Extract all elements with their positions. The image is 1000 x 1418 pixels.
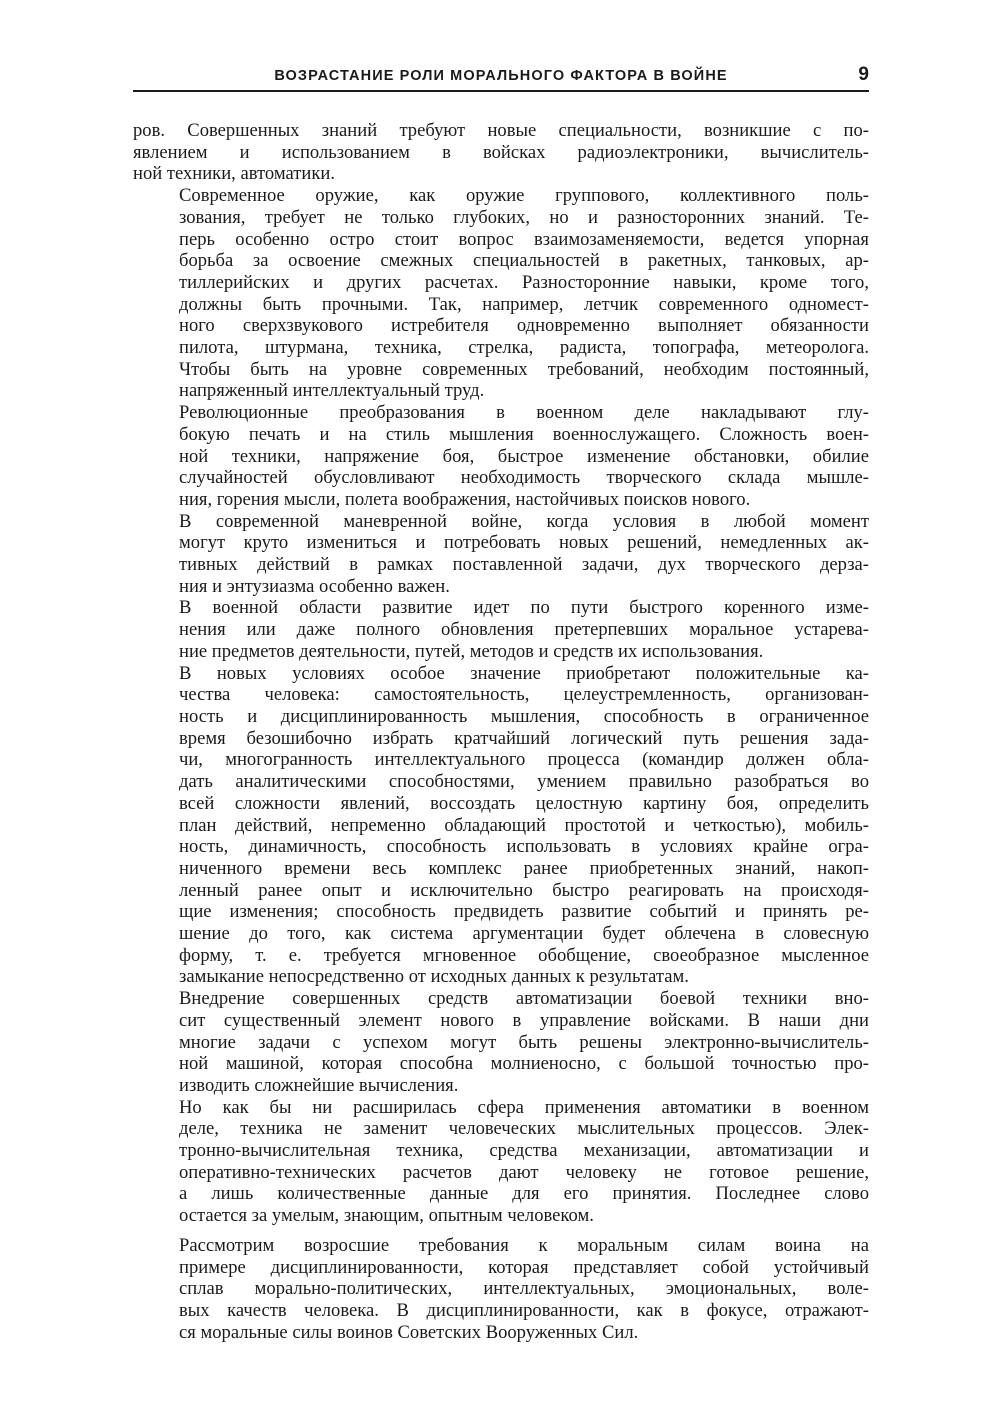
- text-line: сит существенный элемент нового в управление войсками. В наши дни: [179, 1009, 869, 1031]
- text-line: чи, многогранность интеллектуального процесса (командир должен обла-: [179, 749, 869, 771]
- text-line: Но как бы ни расширилась сфера применения автоматики в военном: [179, 1096, 869, 1118]
- text-line: зования, требует не только глубоких, но и разносторонних знаний. Те-: [179, 206, 869, 228]
- text-line: перь особенно остро стоит вопрос взаимозаменяемости, ведется упорная: [179, 228, 869, 250]
- paragraph-7: [133, 988, 869, 1097]
- text-line: а лишь количественные данные для его принятия. Последнее слово: [179, 1183, 869, 1205]
- text-line: ленный ранее опыт и исключительно быстро реагировать на происходя-: [179, 879, 869, 901]
- text-line: тиллерийских и других расчетах. Разносторонние навыки, кроме того,: [179, 271, 869, 293]
- text-line: многие задачи с успехом могут быть решены электронно-вычислитель-: [179, 1031, 869, 1053]
- paragraph-2: [133, 185, 869, 402]
- text-line: ной техники, напряжение боя, быстрое изменение обстановки, обилие: [179, 445, 869, 467]
- running-title: ВОЗРАСТАНИЕ РОЛИ МОРАЛЬНОГО ФАКТОРА В ВОЙНЕ: [274, 68, 728, 84]
- text-line: Рассмотрим возросшие требования к моральным силам воина на: [179, 1234, 869, 1256]
- text-line: план действий, непременно обладающий простотой и четкостью), мобиль-: [179, 814, 869, 836]
- text-line: оперативно-технических расчетов дают человеку не готовое решение,: [179, 1161, 869, 1183]
- text-line: ность, динамичность, способность использовать в условиях крайне огра-: [179, 836, 869, 858]
- text-line: шение до того, как система аргументации будет облечена в словесную: [179, 923, 869, 945]
- text-line: сплав морально-политических, интеллектуальных, эмоциональных, воле-: [179, 1278, 869, 1300]
- text-line: пилота, штурмана, техника, стрелка, радиста, топографа, метеоролога.: [179, 337, 869, 359]
- text-line: могут круто измениться и потребовать новых решений, немедленных ак-: [179, 532, 869, 554]
- paragraph-3: [133, 402, 869, 511]
- text-line: напряженный интеллектуальный труд.: [179, 380, 485, 402]
- text-line: случайностей обусловливают необходимость творческого склада мышле-: [179, 467, 869, 489]
- paragraph-4: [133, 511, 869, 598]
- text-line: время безошибочно избрать кратчайший логический путь решения зада-: [179, 727, 869, 749]
- text-line: щие изменения; способность предвидеть развитие событий и принять ре-: [179, 901, 869, 923]
- text-line: ров. Совершенных знаний требуют новые специальности, возникшие с по-: [133, 120, 869, 141]
- text-line: Чтобы быть на уровне современных требований, необходим постоянный,: [179, 358, 869, 380]
- paragraph-6: [133, 663, 869, 989]
- text-line: дать аналитическими способностями, умением правильно разобраться во: [179, 771, 869, 793]
- running-header: [133, 62, 869, 92]
- text-line: тивных действий в рамках поставленной задачи, дух творческого дерза-: [179, 554, 869, 576]
- text-line: остается за умелым, знающим, опытным человеком.: [179, 1205, 594, 1227]
- text-line: ной машиной, которая способна молниеносно, с большой точностью про-: [179, 1053, 869, 1075]
- text-line: форму, т. е. требуется мгновенное обобщение, своеобразное мысленное: [179, 944, 869, 966]
- text-line: бокую печать и на стиль мышления военнослужащего. Сложность воен-: [179, 423, 869, 445]
- text-line: ся моральные силы воинов Советских Вооруженных Сил.: [179, 1321, 639, 1343]
- text-line: ной техники, автоматики.: [133, 163, 335, 185]
- paragraph-9: [133, 1235, 869, 1344]
- text-line: В военной области развитие идет по пути быстрого коренного изме-: [179, 597, 869, 619]
- text-line: должны быть прочными. Так, например, летчик современного одномест-: [179, 293, 869, 315]
- book-page: [133, 62, 869, 1343]
- text-line: изводить сложнейшие вычисления.: [179, 1074, 459, 1096]
- text-line: ния и энтузиазма особенно важен.: [179, 575, 450, 597]
- text-line: чества человека: самостоятельность, целеустремленность, организован-: [179, 684, 869, 706]
- text-line: нения или даже полного обновления претерпевших моральное устарева-: [179, 619, 869, 641]
- text-line: тронно-вычислительная техника, средства механизации, автоматизации и: [179, 1140, 869, 1162]
- text-line: ность и дисциплинированность мышления, способность в ограниченное: [179, 705, 869, 727]
- text-line: деле, техника не заменит человеческих мыслительных процессов. Элек-: [179, 1118, 869, 1140]
- text-line: ниченного времени весь комплекс ранее приобретенных знаний, накоп-: [179, 857, 869, 879]
- text-line: Революционные преобразования в военном деле накладывают глу-: [179, 402, 869, 424]
- text-line: примере дисциплинированности, которая представляет собой устойчивый: [179, 1256, 869, 1278]
- paragraph-1: [133, 120, 869, 185]
- text-line: В новых условиях особое значение приобретают положительные ка-: [179, 662, 869, 684]
- text-line: замыкание непосредственно от исходных данных к результатам.: [179, 966, 689, 988]
- page-number: 9: [858, 64, 869, 85]
- text-line: Современное оружие, как оружие группового, коллективного поль-: [179, 185, 869, 207]
- text-line: В современной маневренной войне, когда условия в любой момент: [179, 510, 869, 532]
- text-line: ния, горения мысли, полета воображения, настойчивых поисков нового.: [179, 488, 751, 510]
- text-line: явлением и использованием в войсках радиоэлектроники, вычислитель-: [133, 141, 869, 163]
- text-line: вых качеств человека. В дисциплинированности, как в фокусе, отражают-: [179, 1299, 869, 1321]
- paragraph-gap: [133, 1227, 869, 1235]
- text-line: Внедрение совершенных средств автоматизации боевой техники вно-: [179, 988, 869, 1010]
- body-text: [133, 120, 869, 1343]
- paragraph-8: [133, 1097, 869, 1227]
- text-line: борьба за освоение смежных специальностей в ракетных, танковых, ар-: [179, 250, 869, 272]
- text-line: всей сложности явлений, воссоздать целостную картину боя, определить: [179, 792, 869, 814]
- paragraph-5: [133, 597, 869, 662]
- text-line: ние предметов деятельности, путей, методов и средств их использования.: [179, 640, 764, 662]
- text-line: ного сверхзвукового истребителя одновременно выполняет обязанности: [179, 315, 869, 337]
